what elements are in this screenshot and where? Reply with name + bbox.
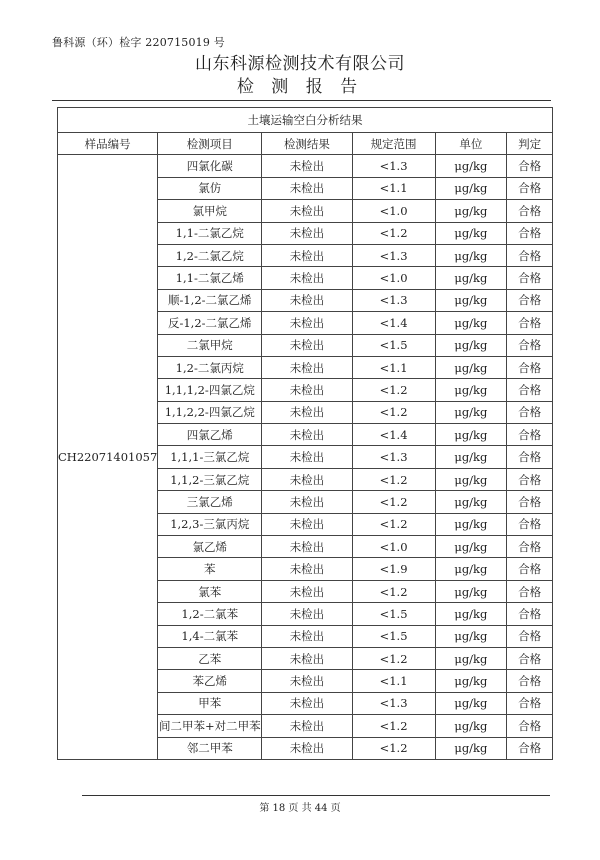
cell-judgement: 合格 [507,558,553,580]
cell-judgement: 合格 [507,737,553,759]
cell-judgement: 合格 [507,379,553,401]
cell-test-item: 1,4-二氯苯 [158,625,262,647]
cell-test-item: 氯乙烯 [158,536,262,558]
cell-result: 未检出 [262,513,352,535]
table-header-row [58,133,553,155]
cell-limit: <1.1 [352,670,435,692]
cell-limit: <1.3 [352,289,435,311]
cell-result: 未检出 [262,468,352,490]
cell-unit: μg/kg [435,468,507,490]
cell-test-item: 三氯乙烯 [158,491,262,513]
cell-unit: μg/kg [435,446,507,468]
cell-judgement: 合格 [507,580,553,602]
cell-result: 未检出 [262,491,352,513]
cell-judgement: 合格 [507,536,553,558]
cell-limit: <1.5 [352,625,435,647]
cell-unit: μg/kg [435,267,507,289]
cell-test-item: 1,2,3-三氯丙烷 [158,513,262,535]
cell-unit: μg/kg [435,334,507,356]
cell-result: 未检出 [262,244,352,266]
cell-judgement: 合格 [507,155,553,177]
cell-judgement: 合格 [507,446,553,468]
table-row [58,155,553,177]
cell-limit: <1.2 [352,647,435,669]
cell-unit: μg/kg [435,200,507,222]
cell-judgement: 合格 [507,647,553,669]
cell-test-item: 1,1-二氯乙烯 [158,267,262,289]
header-judgement: 判定 [507,133,553,155]
cell-judgement: 合格 [507,625,553,647]
cell-result: 未检出 [262,670,352,692]
cell-limit: <1.2 [352,401,435,423]
table-caption: 土壤运输空白分析结果 [58,108,553,133]
cell-result: 未检出 [262,647,352,669]
cell-judgement: 合格 [507,200,553,222]
cell-unit: μg/kg [435,424,507,446]
cell-test-item: 氯苯 [158,580,262,602]
cell-unit: μg/kg [435,558,507,580]
cell-unit: μg/kg [435,625,507,647]
cell-test-item: 1,2-二氯乙烷 [158,244,262,266]
cell-unit: μg/kg [435,737,507,759]
cell-unit: μg/kg [435,647,507,669]
cell-judgement: 合格 [507,401,553,423]
cell-judgement: 合格 [507,468,553,490]
cell-judgement: 合格 [507,244,553,266]
cell-result: 未检出 [262,424,352,446]
cell-limit: <1.3 [352,446,435,468]
cell-limit: <1.9 [352,558,435,580]
header-limit: 规定范围 [352,133,435,155]
cell-test-item: 四氯乙烯 [158,424,262,446]
page-number: 第 18 页 共 44 页 [259,803,341,814]
cell-unit: μg/kg [435,379,507,401]
cell-result: 未检出 [262,177,352,199]
cell-unit: μg/kg [435,177,507,199]
document-number: 鲁科源（环）检字 220715019 号 [52,36,225,49]
cell-test-item: 1,1,1-三氯乙烷 [158,446,262,468]
cell-limit: <1.4 [352,424,435,446]
cell-unit: μg/kg [435,670,507,692]
cell-limit: <1.0 [352,267,435,289]
cell-unit: μg/kg [435,289,507,311]
company-name: 山东科源检测技术有限公司 [195,54,405,74]
cell-result: 未检出 [262,312,352,334]
cell-test-item: 1,1,2-三氯乙烷 [158,468,262,490]
cell-judgement: 合格 [507,603,553,625]
cell-result: 未检出 [262,379,352,401]
cell-limit: <1.2 [352,379,435,401]
cell-test-item: 1,2-二氯苯 [158,603,262,625]
cell-test-item: 1,1,2,2-四氯乙烷 [158,401,262,423]
cell-judgement: 合格 [507,356,553,378]
cell-unit: μg/kg [435,536,507,558]
cell-judgement: 合格 [507,267,553,289]
cell-test-item: 顺-1,2-二氯乙烯 [158,289,262,311]
cell-result: 未检出 [262,267,352,289]
cell-judgement: 合格 [507,670,553,692]
cell-test-item: 邻二甲苯 [158,737,262,759]
cell-judgement: 合格 [507,289,553,311]
cell-limit: <1.2 [352,580,435,602]
cell-judgement: 合格 [507,692,553,714]
cell-unit: μg/kg [435,356,507,378]
header-test-item: 检测项目 [158,133,262,155]
cell-sample-id: CH22071401057 [58,155,158,760]
header-unit: 单位 [435,133,507,155]
header-result: 检测结果 [262,133,352,155]
cell-unit: μg/kg [435,692,507,714]
results-table [57,107,553,760]
cell-limit: <1.0 [352,536,435,558]
cell-result: 未检出 [262,625,352,647]
cell-result: 未检出 [262,200,352,222]
cell-unit: μg/kg [435,155,507,177]
cell-test-item: 1,1,1,2-四氯乙烷 [158,379,262,401]
cell-judgement: 合格 [507,424,553,446]
cell-result: 未检出 [262,289,352,311]
cell-limit: <1.5 [352,334,435,356]
cell-limit: <1.2 [352,513,435,535]
cell-test-item: 苯乙烯 [158,670,262,692]
cell-result: 未检出 [262,580,352,602]
cell-limit: <1.2 [352,491,435,513]
cell-result: 未检出 [262,692,352,714]
table-caption-row [58,108,553,133]
header-rule [52,100,551,101]
cell-test-item: 1,1-二氯乙烷 [158,222,262,244]
cell-judgement: 合格 [507,715,553,737]
cell-result: 未检出 [262,715,352,737]
cell-result: 未检出 [262,155,352,177]
cell-limit: <1.0 [352,200,435,222]
cell-limit: <1.2 [352,715,435,737]
cell-limit: <1.2 [352,222,435,244]
cell-result: 未检出 [262,737,352,759]
cell-judgement: 合格 [507,222,553,244]
cell-limit: <1.3 [352,692,435,714]
cell-judgement: 合格 [507,491,553,513]
cell-result: 未检出 [262,446,352,468]
cell-result: 未检出 [262,222,352,244]
cell-judgement: 合格 [507,312,553,334]
cell-test-item: 苯 [158,558,262,580]
header-sample-id: 样品编号 [58,133,158,155]
cell-limit: <1.1 [352,177,435,199]
cell-result: 未检出 [262,558,352,580]
cell-limit: <1.3 [352,155,435,177]
cell-unit: μg/kg [435,222,507,244]
cell-unit: μg/kg [435,603,507,625]
cell-test-item: 间二甲苯+对二甲苯 [158,715,262,737]
cell-judgement: 合格 [507,334,553,356]
cell-test-item: 反-1,2-二氯乙烯 [158,312,262,334]
cell-unit: μg/kg [435,312,507,334]
cell-judgement: 合格 [507,513,553,535]
cell-limit: <1.3 [352,244,435,266]
cell-unit: μg/kg [435,513,507,535]
cell-unit: μg/kg [435,580,507,602]
cell-test-item: 甲苯 [158,692,262,714]
cell-limit: <1.1 [352,356,435,378]
cell-limit: <1.2 [352,737,435,759]
cell-unit: μg/kg [435,401,507,423]
cell-test-item: 氯仿 [158,177,262,199]
cell-limit: <1.5 [352,603,435,625]
report-title: 检 测 报 告 [236,77,364,97]
cell-result: 未检出 [262,356,352,378]
cell-result: 未检出 [262,334,352,356]
cell-result: 未检出 [262,536,352,558]
cell-test-item: 1,2-二氯丙烷 [158,356,262,378]
cell-unit: μg/kg [435,491,507,513]
cell-result: 未检出 [262,603,352,625]
cell-test-item: 二氯甲烷 [158,334,262,356]
cell-test-item: 乙苯 [158,647,262,669]
cell-limit: <1.4 [352,312,435,334]
cell-test-item: 氯甲烷 [158,200,262,222]
footer-rule [82,795,550,796]
cell-result: 未检出 [262,401,352,423]
cell-judgement: 合格 [507,177,553,199]
cell-limit: <1.2 [352,468,435,490]
cell-test-item: 四氯化碳 [158,155,262,177]
cell-unit: μg/kg [435,715,507,737]
cell-unit: μg/kg [435,244,507,266]
